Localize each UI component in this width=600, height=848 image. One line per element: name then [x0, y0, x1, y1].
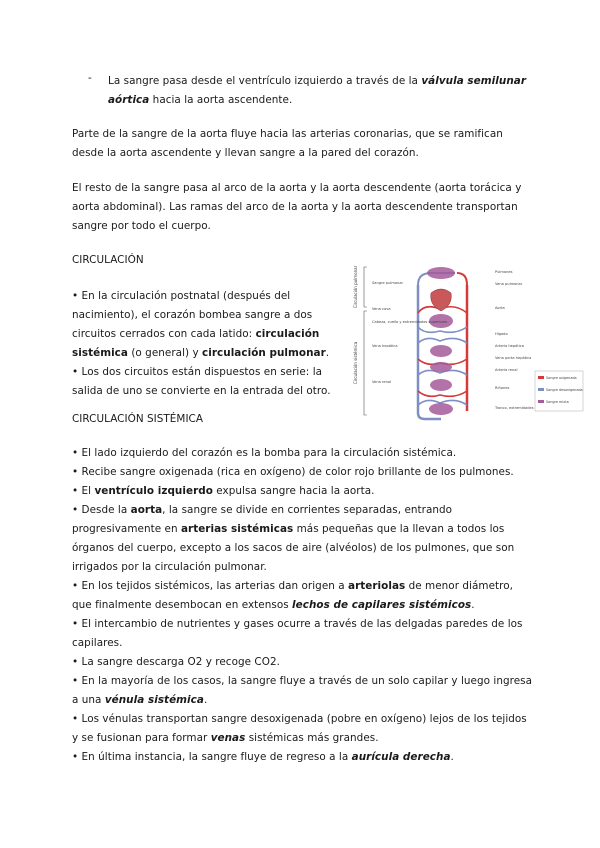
label-left-4: Vena hepática [372, 344, 398, 348]
list-item: • El lado izquierdo del corazón es la bomba para la circulación sistémica. [72, 447, 457, 459]
label-circ-pulmonar: Circulación pulmonar [353, 265, 358, 309]
label-right-9: Tronco, extremidades [495, 406, 534, 410]
capillary-bed-liver [430, 345, 452, 357]
label-left-5: Vena renal [372, 380, 392, 384]
label-right-5: Arteria hepática [495, 344, 524, 348]
label-right-3: Aorta [495, 306, 505, 310]
dash-bullet: - [88, 72, 92, 84]
label-right-8: Riñones [495, 386, 510, 390]
circulacion-text [72, 287, 334, 401]
intro-text: La sangre pasa desde el ventrículo izquierdo a través de la válvula semilunar aórtica hacia la aorta ascendente. [108, 75, 526, 106]
capillary-bed-gut [430, 362, 452, 372]
legend-label-mixed: Sangre mixta [546, 400, 569, 404]
sistemica-list [72, 444, 536, 767]
list-item: • Desde la aorta, la sangre se divide en corrientes separadas, entrando progresivamente en arterias sistémicas más pequeñas que la llevan a todos los órganos del cuerpo, excepto a los sacos de aire (alvéolos) de los pulmones, que son irrigados por la circulación pulmonar. [72, 504, 515, 573]
label-right-2: Vena pulmonar [495, 282, 523, 286]
paragraph-arco-aorta: El resto de la sangre pasa al arco de la aorta y la aorta descendente (aorta torácica y aorta abdominal). Las ramas del arco de la aorta y la aorta descendente transportan sangre por todo el cuerpo. [72, 182, 522, 232]
circulation-diagram [345, 263, 585, 421]
label-right-1: Pulmones [495, 270, 513, 274]
paragraph-coronarias: Parte de la sangre de la aorta fluye hacia las arterias coronarias, que se ramifican desde la aorta ascendente y llevan sangre a la pared del corazón. [72, 128, 503, 159]
capillary-bed-trunk [429, 403, 453, 415]
list-item: • La sangre descarga O2 y recoge CO2. [72, 656, 280, 668]
heading-circulacion-sistemica: CIRCULACIÓN SISTÉMICA [72, 413, 204, 425]
legend-swatch-mixed [538, 400, 544, 403]
heading-circulacion: CIRCULACIÓN [72, 254, 144, 266]
legend-label-oxygenated: Sangre oxigenada [546, 376, 577, 380]
capillary-bed-lungs [427, 267, 455, 279]
legend-swatch-deoxygenated [538, 388, 544, 391]
capillary-bed-kidney [430, 379, 452, 391]
label-left-1: Sangre pulmonar [372, 281, 404, 285]
list-item: • En última instancia, la sangre fluye de regreso a la aurícula derecha. [72, 751, 454, 763]
circ-item-1: • En la circulación postnatal (después del nacimiento), el corazón bombea sangre a dos circuitos cerrados con cada latido: circulación sistémica (o general) y circulación pulmonar. [72, 290, 330, 359]
label-circ-sistemica: Circulación sistémica [353, 341, 358, 385]
legend-label-deoxygenated: Sangre desoxigenada [546, 388, 583, 392]
label-left-3: Cabeza, cuello y extremidades superiores [372, 320, 448, 324]
list-item: • Los vénulas transportan sangre desoxigenada (pobre en oxígeno) lejos de los tejidos y se fusionan para formar venas sistémicas más grandes. [72, 713, 527, 744]
label-right-4: Hígado [495, 332, 508, 336]
list-item: • En la mayoría de los casos, la sangre fluye a través de un solo capilar y luego ingresa a una vénula sistémica. [72, 675, 533, 706]
label-right-7: Arteria renal [495, 368, 518, 372]
list-item: • El intercambio de nutrientes y gases ocurre a través de las delgadas paredes de los capilares. [72, 618, 523, 649]
label-left-2: Vena cava [372, 307, 391, 311]
list-item: • Recibe sangre oxigenada (rica en oxígeno) de color rojo brillante de los pulmones. [72, 466, 514, 478]
legend-swatch-oxygenated [538, 376, 544, 379]
list-item: • El ventrículo izquierdo expulsa sangre hacia la aorta. [72, 485, 375, 497]
list-item: • En los tejidos sistémicos, las arterias dan origen a arteriolas de menor diámetro, que finalmente desembocan en extensos lechos de capilares sistémicos. [72, 580, 513, 611]
label-right-6: Vena porta hepática [495, 356, 532, 360]
circ-item-2: • Los dos circuitos están dispuestos en serie: la salida de uno se convierte en la entrada del otro. [72, 366, 331, 397]
valvula-term: válvula semilunar aórtica [108, 75, 526, 106]
